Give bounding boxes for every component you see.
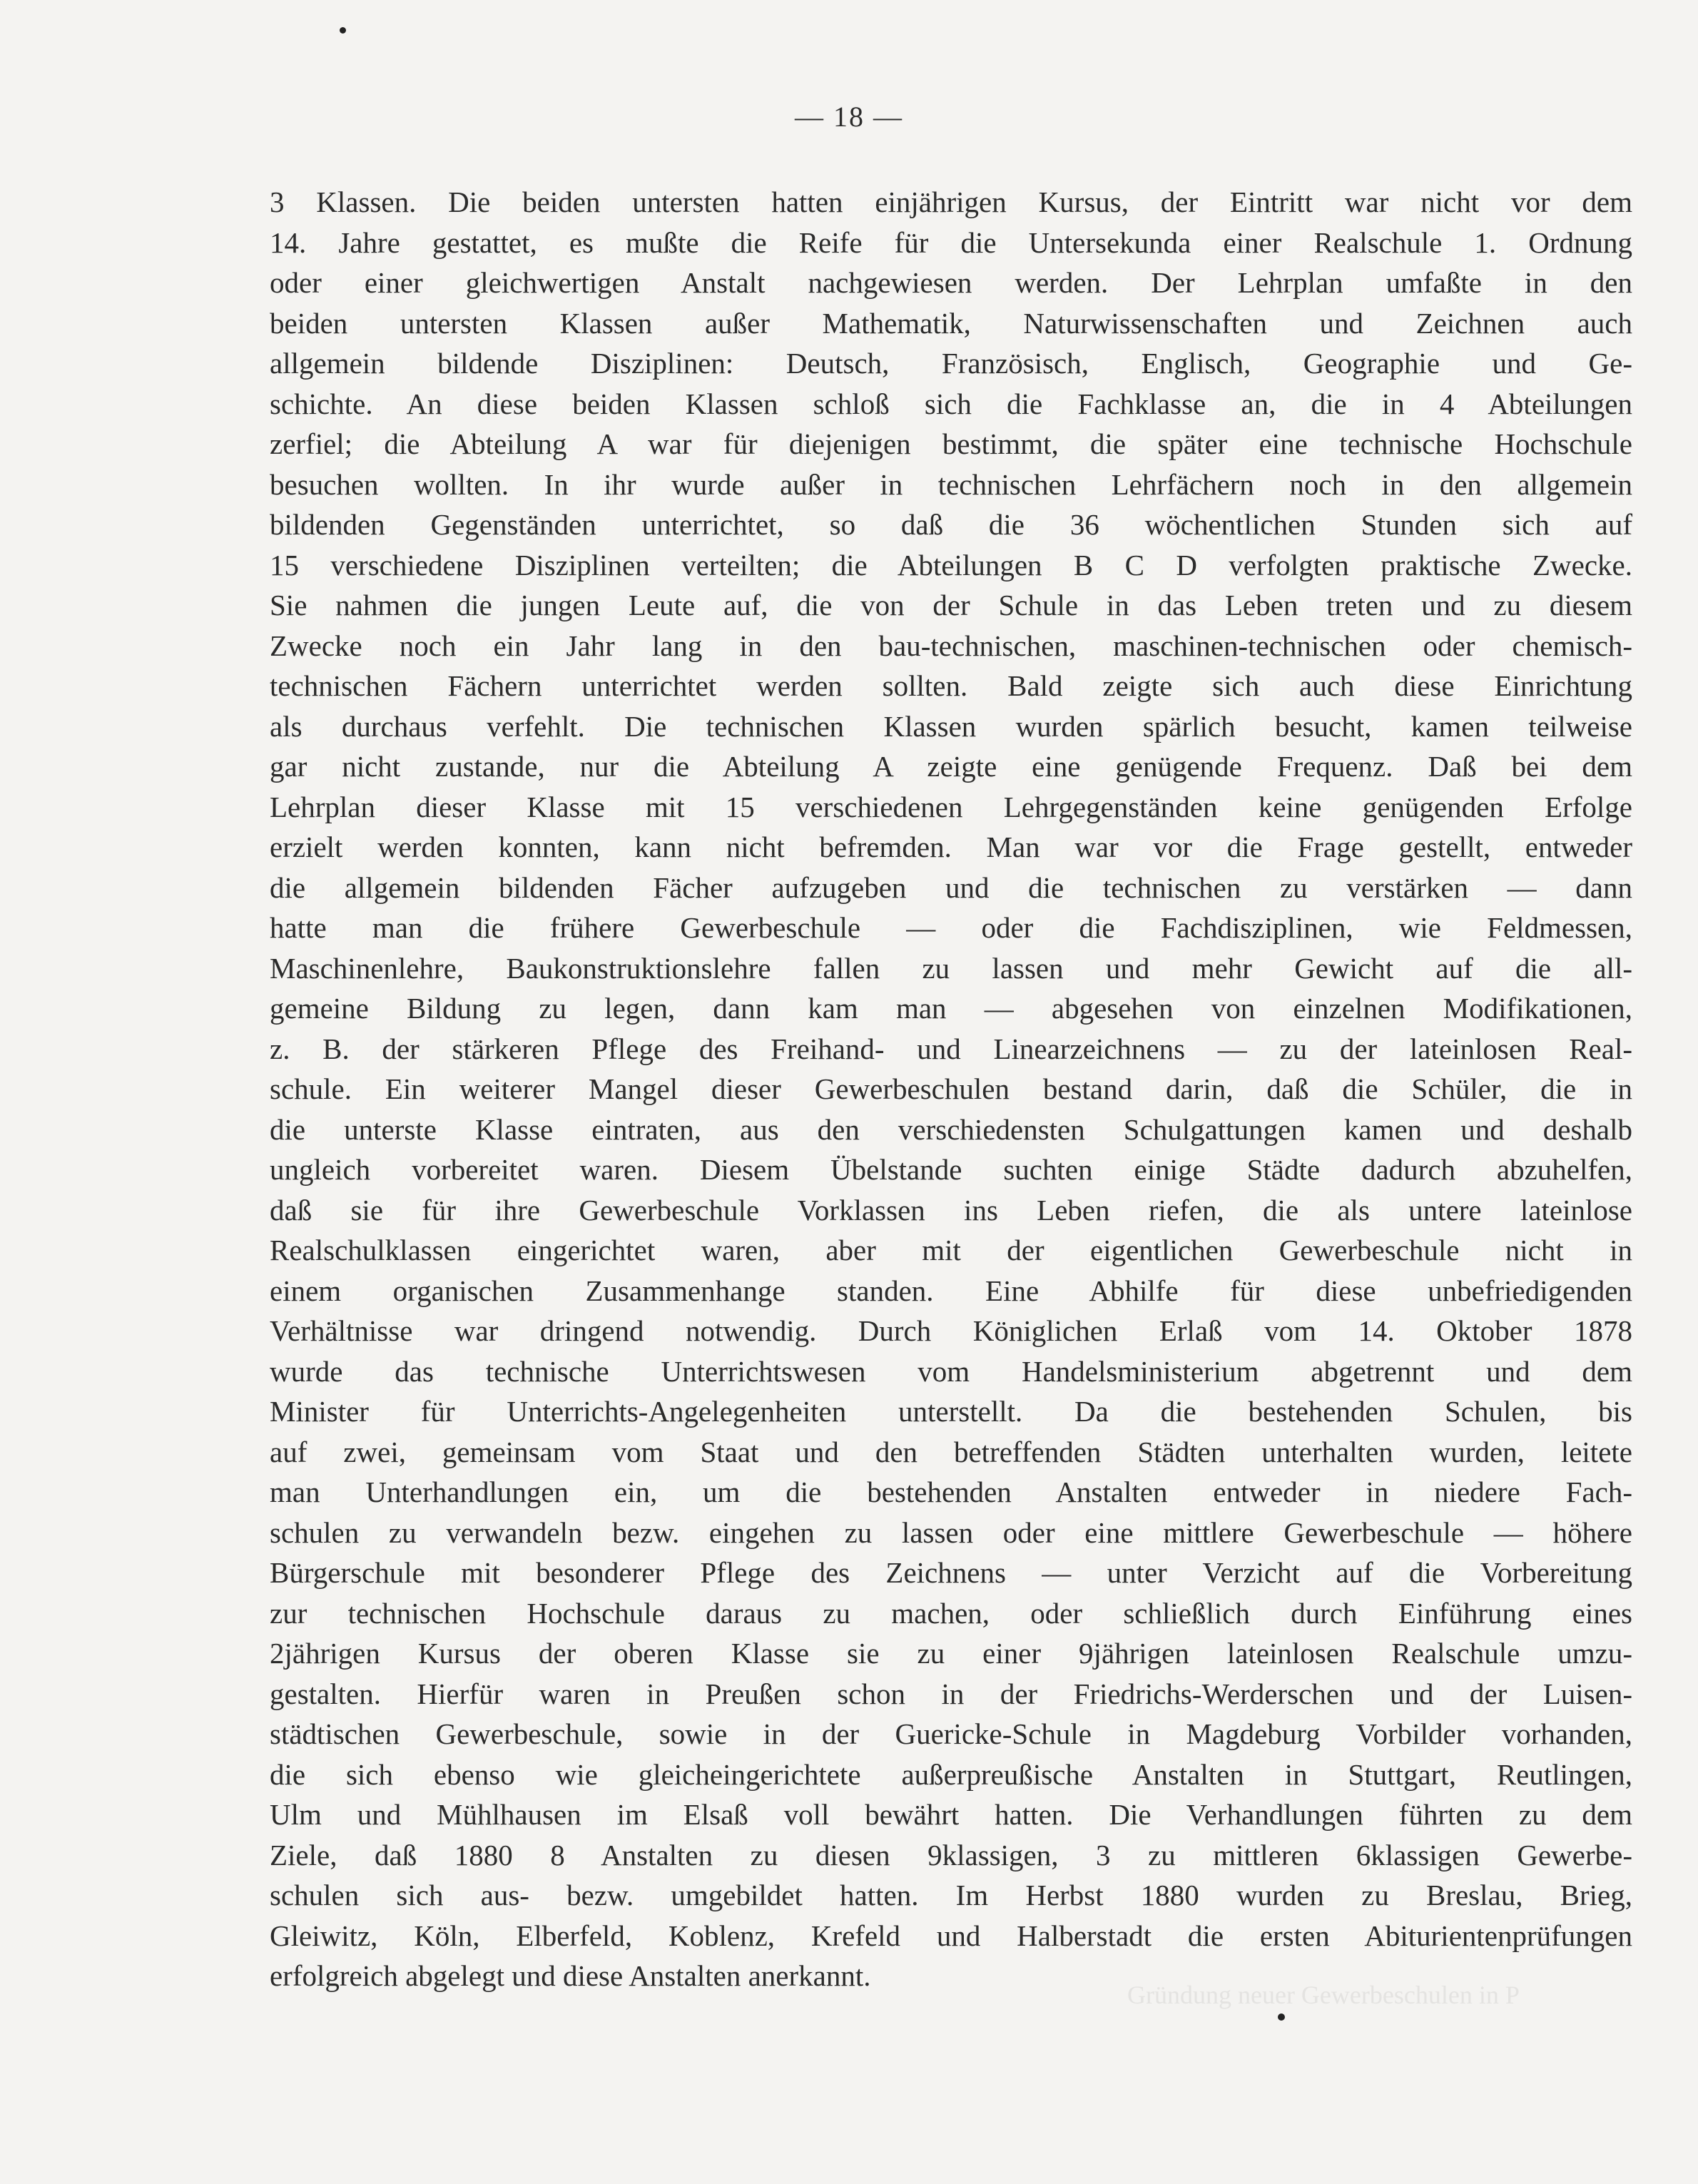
text-line: gar nicht zustande, nur die Abteilung A zeigte eine genügende Frequenz. Daß bei dem: [270, 750, 1632, 783]
text-line: Gleiwitz, Köln, Elberfeld, Koblenz, Krefeld und Halberstadt die ersten Abiturientenprüfungen: [270, 1919, 1632, 1952]
text-line: wurde das technische Unterrichtswesen vom Handelsministerium abgetrennt und dem: [270, 1354, 1632, 1388]
text-line: städtischen Gewerbeschule, sowie in der Guericke-Schule in Magdeburg Vorbilder vorhanden,: [270, 1717, 1632, 1750]
text-line: die sich ebenso wie gleicheingerichtete außerpreußische Anstalten in Stuttgart, Reutlingen,: [270, 1757, 1632, 1791]
body-text: [270, 182, 1632, 1996]
text-line: man Unterhandlungen ein, um die bestehenden Anstalten entweder in niedere Fach-: [270, 1476, 1632, 1508]
text-line: Minister für Unterrichts-Angelegenheiten unterstellt. Da die bestehenden Schulen, bis: [270, 1395, 1632, 1428]
text-line: z. B. der stärkeren Pflege des Freihand- und Linearzeichnens — zu der lateinlosen Real-: [270, 1032, 1632, 1065]
text-line: gemeine Bildung zu legen, dann kam man — abgesehen von einzelnen Modifikationen,: [270, 992, 1632, 1025]
text-line: bildenden Gegenständen unterrichtet, so daß die 36 wöchentlichen Stunden sich auf: [270, 508, 1632, 541]
text-line: die unterste Klasse eintraten, aus den verschiedensten Schulgattungen kamen und deshalb: [270, 1112, 1632, 1146]
page-number: — 18 —: [795, 101, 903, 133]
text-line: die allgemein bildenden Fächer aufzugeben und die technischen zu verstärken — dann: [270, 870, 1632, 904]
text-line: 15 verschiedene Disziplinen verteilten; die Abteilungen B C D verfolgten praktische Zwecke.: [270, 548, 1632, 581]
text-line: hatte man die frühere Gewerbeschule — oder die Fachdisziplinen, wie Feldmessen,: [270, 911, 1632, 944]
text-line: Verhältnisse war dringend notwendig. Durch Königlichen Erlaß vom 14. Oktober 1878: [270, 1314, 1632, 1347]
text-line: Bürgerschule mit besonderer Pflege des Zeichnens — unter Verzicht auf die Vorbereitung: [270, 1556, 1632, 1589]
text-line: erzielt werden konnten, kann nicht befremden. Man war vor die Frage gestellt, entweder: [270, 831, 1632, 863]
ink-speck: [1278, 2013, 1285, 2021]
text-line: Maschinenlehre, Baukonstruktionslehre fallen zu lassen und mehr Gewicht auf die all-: [270, 951, 1632, 985]
text-line: gestalten. Hierfür waren in Preußen schon in der Friedrichs-Werderschen und der Luisen-: [270, 1677, 1632, 1710]
text-line: Ulm und Mühlhausen im Elsaß voll bewährt hatten. Die Verhandlungen führten zu dem: [270, 1798, 1632, 1831]
text-line: schulen sich aus- bezw. umgebildet hatten. Im Herbst 1880 wurden zu Breslau, Brieg,: [270, 1879, 1632, 1911]
text-line: ungleich vorbereitet waren. Diesem Übelstande suchten einige Städte dadurch abzuhelfen,: [270, 1153, 1632, 1186]
text-line: einem organischen Zusammenhange standen. Eine Abhilfe für diese unbefriedigenden: [270, 1274, 1632, 1307]
bleed-through-text: Gründung neuer Gewerbeschulen in P: [1127, 1981, 1520, 2009]
text-line: erfolgreich abgelegt und diese Anstalten anerkannt.: [270, 1959, 871, 1992]
text-line: zur technischen Hochschule daraus zu machen, oder schließlich durch Einführung eines: [270, 1596, 1632, 1630]
text-line: 3 Klassen. Die beiden untersten hatten einjährigen Kursus, der Eintritt war nicht vor dem: [270, 186, 1632, 218]
ink-speck: [340, 27, 346, 34]
text-line: 2jährigen Kursus der oberen Klasse sie zu einer 9jährigen lateinlosen Realschule umzu-: [270, 1637, 1632, 1670]
text-line: Ziele, daß 1880 8 Anstalten zu diesen 9klassigen, 3 zu mittleren 6klassigen Gewerbe-: [270, 1838, 1632, 1871]
text-line: schichte. An diese beiden Klassen schloß sich die Fachklasse an, die in 4 Abteilungen: [270, 387, 1632, 420]
text-line: technischen Fächern unterrichtet werden sollten. Bald zeigte sich auch diese Einrichtung: [270, 669, 1632, 702]
text-line: Lehrplan dieser Klasse mit 15 verschiedenen Lehrgegenständen keine genügenden Erfolge: [270, 790, 1632, 823]
text-line: zerfiel; die Abteilung A war für diejenigen bestimmt, die später eine technische Hochschule: [270, 427, 1632, 460]
text-line: allgemein bildende Disziplinen: Deutsch, Französisch, Englisch, Geographie und Ge-: [270, 347, 1632, 380]
text-line: Sie nahmen die jungen Leute auf, die von der Schule in das Leben treten und zu diesem: [270, 589, 1632, 621]
text-line: oder einer gleichwertigen Anstalt nachgewiesen werden. Der Lehrplan umfaßte in den: [270, 266, 1632, 299]
text-line: Zwecke noch ein Jahr lang in den bau-technischen, maschinen-technischen oder chemisch-: [270, 629, 1632, 662]
text-line: schule. Ein weiterer Mangel dieser Gewerbeschulen bestand darin, daß die Schüler, die in: [270, 1072, 1632, 1105]
text-line: beiden untersten Klassen außer Mathematik, Naturwissenschaften und Zeichnen auch: [270, 306, 1632, 340]
text-line: Realschulklassen eingerichtet waren, aber mit der eigentlichen Gewerbeschule nicht in: [270, 1234, 1632, 1266]
text-line: auf zwei, gemeinsam vom Staat und den betreffenden Städten unterhalten wurden, leitete: [270, 1435, 1632, 1468]
text-line: 14. Jahre gestattet, es mußte die Reife für die Untersekunda einer Realschule 1. Ordnung: [270, 225, 1632, 259]
text-line: daß sie für ihre Gewerbeschule Vorklassen ins Leben riefen, die als untere lateinlose: [270, 1193, 1632, 1226]
text-line: als durchaus verfehlt. Die technischen Klassen wurden spärlich besucht, kamen teilweise: [270, 709, 1632, 743]
text-line: schulen zu verwandeln bezw. eingehen zu lassen oder eine mittlere Gewerbeschule — höhere: [270, 1515, 1632, 1549]
text-line: besuchen wollten. In ihr wurde außer in technischen Lehrfächern noch in den allgemein: [270, 467, 1632, 501]
